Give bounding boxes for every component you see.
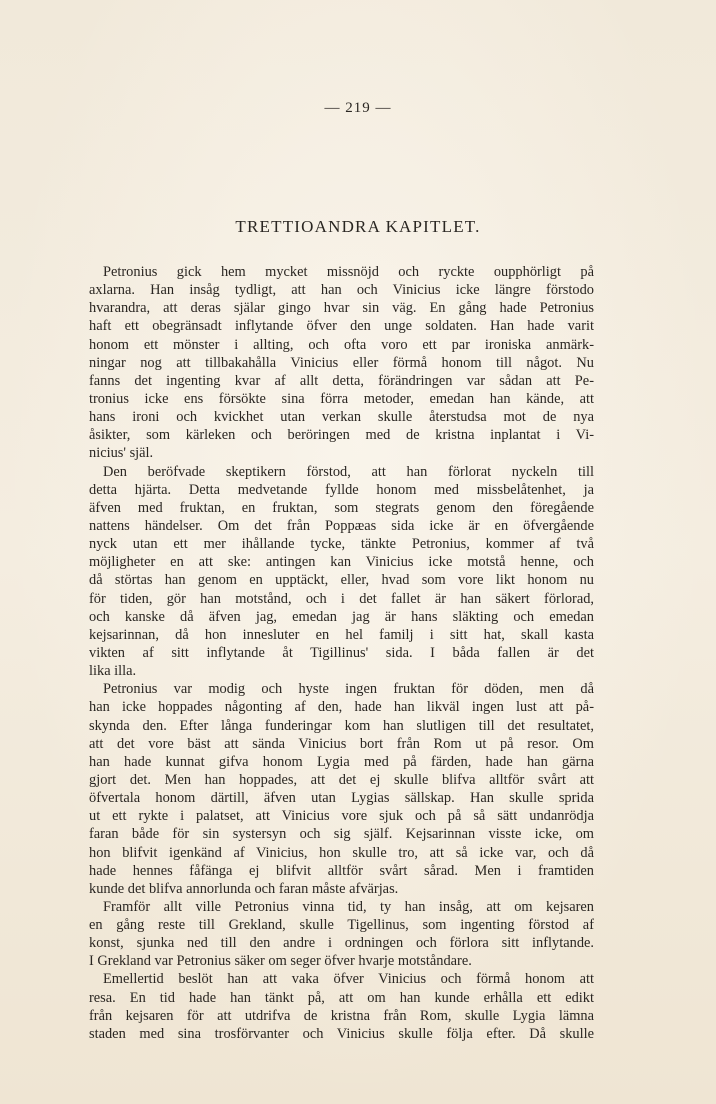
text-line: tronius icke ens försökte sina förra metoder, emedan han kände, att — [89, 390, 594, 407]
text-line: ningar nog att tillbakahålla Vinicius eller förmå honom till något. Nu — [89, 354, 594, 371]
text-line: möjligheter en att ske: antingen kan Vinicius icke motstå henne, och — [89, 554, 594, 571]
text-line: staden med sina trosförvanter och Vinicius skulle följa efter. Då skulle — [89, 1025, 594, 1042]
text-line: detta hjärta. Detta medvetande fyllde honom med missbelåtenhet, ja — [89, 481, 594, 498]
text-line: gjort det. Men han hoppades, att det ej skulle blifva alltför svårt att — [89, 771, 594, 788]
text-line: äfven med fruktan, en fruktan, som stegrats genom den föregående — [89, 499, 594, 516]
text-line: Petronius gick hem mycket missnöjd och ryckte oupphörligt på — [103, 264, 594, 280]
text-line: vikten af sitt inflytande åt Tigillinus' sida. I båda fallen är det — [89, 644, 594, 661]
text-line: honom ett mönster i allting, och ofta voro ett par ironiska anmärk- — [89, 336, 594, 353]
text-line: ut ett rykte i palatset, att Vinicius vore sjuk och på så sätt undanrödja — [89, 808, 594, 825]
text-line: lika illa. — [89, 663, 137, 680]
page-number: — 219 — — [324, 100, 392, 116]
text-line: I Grekland var Petronius säker om seger öfver hvarje motståndare. — [89, 953, 472, 970]
text-line: nicius' själ. — [89, 445, 154, 462]
text-line: en gång reste till Grekland, skulle Tigellinus, som ingenting förstod af — [89, 917, 594, 934]
text-line: att det vore bäst att sända Vinicius bort från Rom ut på resor. Om — [89, 735, 594, 752]
text-line: nyck utan ett mer ihållande tycke, tänkte Petronius, kommer af två — [89, 536, 594, 553]
text-line: konst, sjunka ned till den andre i ordningen och förlora sitt inflytande. — [89, 935, 594, 952]
text-line: han hade kunnat gifva honom Lygia med på färden, hade han gärna — [89, 753, 594, 770]
text-line: skynda den. Efter långa funderingar kom han slutligen till det resultatet, — [89, 717, 594, 734]
text-line: han icke hoppades någonting af den, hade han likväl ingen lust att på- — [89, 699, 594, 716]
text-line: Framför allt ville Petronius vinna tid, ty han insåg, att om kejsaren — [103, 898, 594, 915]
text-line: Emellertid beslöt han att vaka öfver Vinicius och förmå honom att — [103, 971, 594, 988]
text-line: hade hennes fåfänga ej blifvit alltför svårt sårad. Men i framtiden — [89, 862, 594, 879]
text-line: åsikter, som kärleken och beröringen med de kristna inplantat i Vi- — [89, 427, 594, 444]
text-line: axlarna. Han insåg tydligt, att han och Vinicius icke längre förstodo — [89, 282, 594, 299]
text-line: Petronius var modig och hyste ingen fruktan för döden, men då — [103, 681, 594, 698]
text-line: för tiden, gör han motstånd, och i det fallet är han säkert förlorad, — [89, 590, 594, 607]
text-line: från kejsaren för att utdrifva de kristna från Rom, skulle Lygia lämna — [89, 1007, 594, 1024]
text-line: hans ironi och kvickhet utan verkan skulle återstudsa mot de nya — [89, 409, 594, 426]
text-line: Den beröfvade skeptikern förstod, att han förlorat nyckeln till — [103, 463, 594, 480]
text-line: då störtas han genom en upptäckt, eller, hvad som vore likt honom nu — [89, 572, 594, 589]
text-line: och kanske då äfven jag, emedan jag är hans släkting och emedan — [89, 608, 594, 625]
text-line: kunde det blifva annorlunda och faran måste afvärjas. — [89, 880, 399, 897]
text-line: resa. En tid hade han tänkt på, att om han kunde erhålla ett edikt — [89, 989, 594, 1006]
text-line: kejsarinnan, då hon innesluter en hel familj i sitt hat, skall kasta — [89, 626, 594, 643]
text-line: hon blifvit igenkänd af Vinicius, hon skulle tro, att så icke var, och då — [89, 844, 594, 861]
text-line: faran både för sin systersyn och sig själf. Kejsarinnan visste icke, om — [89, 826, 594, 843]
body-text — [89, 263, 594, 1043]
text-line: haft ett obegränsadt inflytande öfver den unge soldaten. Han hade varit — [89, 318, 594, 335]
text-line: fanns det ingenting kvar af allt detta, förändringen var sådan att Pe- — [89, 372, 594, 389]
chapter-title: TRETTIOANDRA KAPITLET. — [235, 217, 481, 236]
text-line: öfvertala honom därtill, äfven utan Lygias sällskap. Han skulle sprida — [89, 790, 594, 807]
text-line: nattens händelser. Om det från Poppæas sida icke är en öfvergående — [89, 517, 594, 534]
text-line: hvarandra, att deras själar gingo hvar sin väg. En gång hade Petronius — [89, 300, 594, 317]
